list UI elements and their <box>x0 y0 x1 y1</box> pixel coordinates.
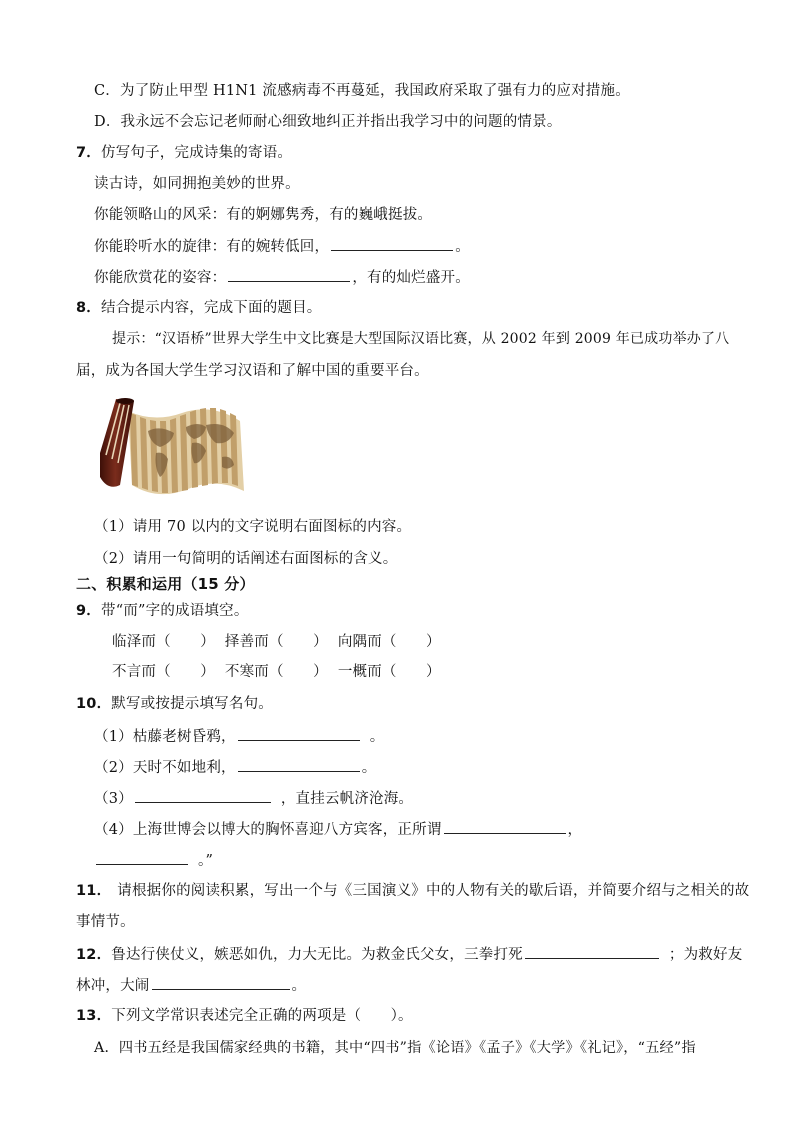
q7-title: 仿写句子，完成诗集的寄语。 <box>101 145 293 161</box>
q7-answer-blank-2[interactable] <box>228 267 350 282</box>
q12-answer-blank-1[interactable] <box>525 944 659 959</box>
q12-text-line1: 鲁达行侠仗义，嫉恶如仇，力大无比。为救金氏父女，三拳打死 <box>111 947 523 963</box>
q11-text-line2: 事情节。 <box>76 914 135 930</box>
q13-number: 13． <box>76 1008 112 1024</box>
q7-answer-blank-1[interactable] <box>331 236 453 251</box>
q8-sub1: （1）请用 70 以内的文字说明右面图标的内容。 <box>94 519 412 535</box>
q9-item: 一概而（ ） <box>337 664 441 680</box>
q9-item: 不寒而（ ） <box>224 664 328 680</box>
q10-answer-blank-2[interactable] <box>238 757 360 772</box>
q12-text-end: 。 <box>291 978 307 994</box>
q11-stem <box>76 881 749 901</box>
q10-item-4-end: ， <box>567 822 583 838</box>
q9-item: 临泽而（ ） <box>112 634 215 650</box>
q9-stem <box>76 601 249 621</box>
q7-line3-end: ，有的灿烂盛开。 <box>352 270 470 286</box>
q12-stem <box>76 944 742 965</box>
q11-text-line1: 请根据你的阅读积累，写出一个与《三国演义》中的人物有关的歇后语，并简要介绍与之相关的故 <box>117 883 750 899</box>
chinese-bridge-logo <box>94 393 250 501</box>
q8-stem <box>76 298 322 318</box>
q8-hint-line1: 提示：“汉语桥”世界大学生中文比赛是大型国际汉语比赛，从 2002 年到 2009 年已成功举办了八 <box>112 331 730 347</box>
logo-scroll-roll <box>100 398 134 487</box>
q8-hint-line2: 届，成为各国大学生学习汉语和了解中国的重要平台。 <box>76 363 429 379</box>
q10-item-1-text: （1）枯藤老树昏鸦， <box>94 729 236 745</box>
q11-number: 11． <box>76 883 112 899</box>
q8-number: 8． <box>76 300 101 316</box>
q10-answer-blank-4[interactable] <box>444 819 566 834</box>
q9-title: 带“而”字的成语填空。 <box>101 603 249 619</box>
q7-stem <box>76 143 292 163</box>
q10-answer-blank-1[interactable] <box>238 726 360 741</box>
q10-stem <box>76 694 273 714</box>
q7-line2-text: 你能聆听水的旋律：有的婉转低回， <box>94 239 330 255</box>
q7-line2 <box>94 236 470 257</box>
q13-title: 下列文学常识表述完全正确的两项是（ ）。 <box>111 1008 413 1024</box>
q10-item-4-close: 。” <box>198 853 214 869</box>
q7-line3-text: 你能欣赏花的姿容： <box>94 270 227 286</box>
q9-number: 9． <box>76 603 101 619</box>
q12-text-mid: ；为救好友 <box>668 947 743 963</box>
q6-option-c: C．为了防止甲型 H1N1 流感病毒不再蔓延，我国政府采取了强有力的应对措施。 <box>94 83 630 99</box>
q9-row-2 <box>112 662 441 682</box>
q10-answer-blank-3[interactable] <box>135 788 271 803</box>
q10-item-3 <box>94 788 413 809</box>
q10-item-2-end: 。 <box>361 760 377 776</box>
q9-item: 择善而（ ） <box>224 634 328 650</box>
q12-line2 <box>76 975 306 996</box>
q7-intro: 读古诗，如同拥抱美妙的世界。 <box>94 176 300 192</box>
q9-item: 不言而（ ） <box>112 664 215 680</box>
logo-stripes <box>128 408 244 494</box>
q9-row-1 <box>112 632 441 652</box>
q10-number: 10． <box>76 696 112 712</box>
q7-line2-end: 。 <box>455 239 470 255</box>
q12-text-line2: 林冲，大闹 <box>76 978 150 994</box>
q10-item-4 <box>94 819 582 840</box>
q13-option-a: A．四书五经是我国儒家经典的书籍，其中“四书”指《论语》《孟子》《大学》《礼记》，“五经”指 <box>94 1040 696 1056</box>
q10-item-1 <box>94 726 384 747</box>
q10-item-3-text: （3） <box>94 791 133 807</box>
q6-option-d: D．我永远不会忘记老师耐心细致地纠正并指出我学习中的问题的情景。 <box>94 114 562 130</box>
q10-item-4-text: （4）上海世博会以博大的胸怀喜迎八方宾客，正所谓 <box>94 822 442 838</box>
q7-line1: 你能领略山的风采：有的婀娜隽秀，有的巍峨挺拔。 <box>94 207 433 223</box>
q8-sub2: （2）请用一句简明的话阐述右面图标的含义。 <box>94 551 398 567</box>
q10-answer-blank-5[interactable] <box>96 850 188 865</box>
q10-title: 默写或按提示填写名句。 <box>111 696 273 712</box>
q8-title: 结合提示内容，完成下面的题目。 <box>101 300 322 316</box>
q10-item-1-end: 。 <box>369 729 385 745</box>
q13-stem <box>76 1006 413 1026</box>
q10-item-2 <box>94 757 376 778</box>
section-2-title: 二、积累和运用（15 分） <box>76 575 255 593</box>
q12-answer-blank-2[interactable] <box>152 975 290 990</box>
q7-number: 7． <box>76 145 101 161</box>
q10-item-4-cont <box>94 850 213 871</box>
q10-item-3-end: ，直挂云帆济沧海。 <box>280 791 414 807</box>
q9-item: 向隅而（ ） <box>337 634 441 650</box>
q10-item-2-text: （2）天时不如地利， <box>94 760 236 776</box>
q7-line3 <box>94 267 470 288</box>
q12-number: 12． <box>76 947 112 963</box>
